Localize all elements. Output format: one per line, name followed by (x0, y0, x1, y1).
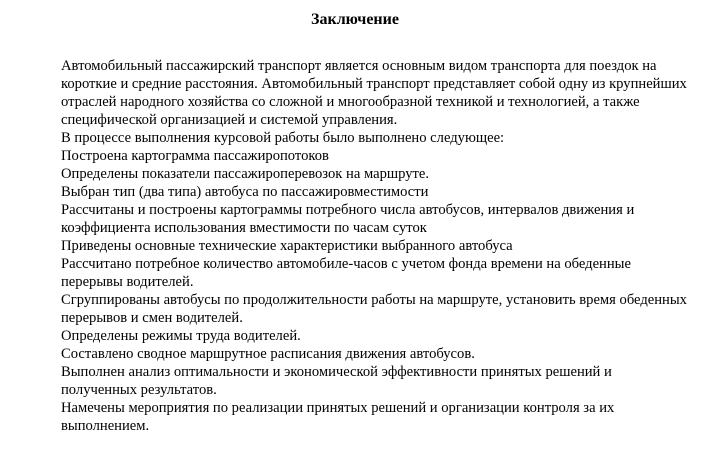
result-item: Определены показатели пассажироперевозок на маршруте. (61, 166, 430, 182)
result-item: Определены режимы труда водителей. (61, 328, 301, 344)
result-item: Выполнен анализ оптимальности и экономической эффективности принятых решений и полученных результатов. (61, 364, 612, 398)
result-item: Сгруппированы автобусы по продолжительности работы на маршруте, установить время обеденных перерывов и смен водителей. (61, 292, 687, 326)
result-item: Рассчитаны и построены картограммы потребного числа автобусов, интервалов движения и коэффициента использования вместимости по часам суток (61, 202, 635, 236)
result-item: Построена картограмма пассажиропотоков (61, 148, 329, 164)
document-body (61, 57, 691, 435)
result-item: Рассчитано потребное количество автомобиле-часов с учетом фонда времени на обеденные перерывы водителей. (61, 256, 631, 290)
result-item: Приведены основные технические характеристики выбранного автобуса (61, 238, 513, 254)
result-item: Намечены мероприятия по реализации принятых решений и организации контроля за их выполнением. (61, 400, 615, 434)
result-item: Составлено сводное маршрутное расписания движения автобусов. (61, 346, 475, 362)
page-title: Заключение (311, 11, 399, 28)
result-item: Выбран тип (два типа) автобуса по пассажировместимости (61, 184, 429, 200)
paragraph-work-summary: В процессе выполнения курсовой работы было выполнено следующее: (61, 130, 505, 146)
paragraph-intro: Автомобильный пассажирский транспорт является основным видом транспорта для поездок на короткие и средние расстояния. Автомобильный транспорт представляет собой одну из крупнейших отраслей народного хозяйства со сложной и многообразной техникой и технологией, а также специфической организацией и системой управления. (61, 58, 687, 128)
